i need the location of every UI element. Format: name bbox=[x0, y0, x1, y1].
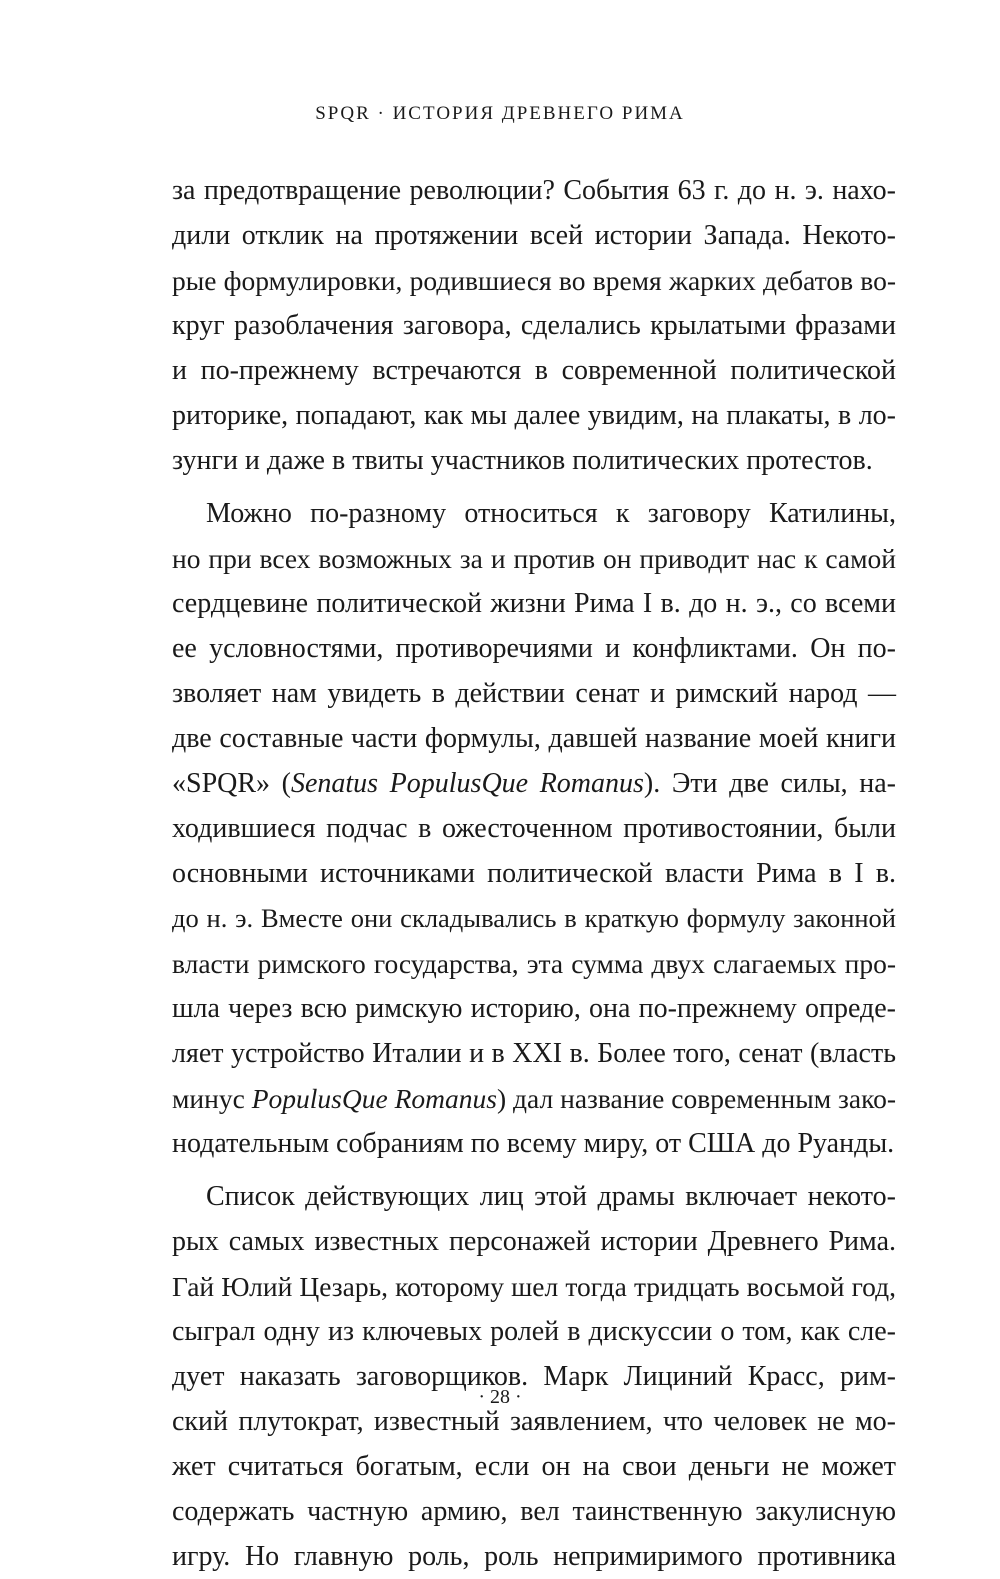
text-line: шла через всю римскую историю, она по-прежнему опреде- bbox=[172, 993, 896, 1024]
latin-phrase: PopulusQue Romanus bbox=[251, 1083, 497, 1114]
text-line: нодательным собраниям по всему миру, от США до Руанды. bbox=[172, 1128, 895, 1159]
text-line: Список действующих лиц этой драмы включает некото- bbox=[206, 1181, 896, 1212]
running-head: SPQR · ИСТОРИЯ ДРЕВНЕГО РИМА bbox=[315, 103, 685, 124]
text-line: рые формулировки, родившиеся во время жарких дебатов во- bbox=[172, 265, 896, 296]
text-line: но при всех возможных за и против он приводит нас к самой bbox=[172, 543, 896, 574]
text-line: дует наказать заговорщиков. Марк Лициний Красс, рим- bbox=[172, 1361, 896, 1392]
text-line: сыграл одну из ключевых ролей в дискуссии о том, как сле- bbox=[172, 1316, 896, 1347]
text-line: зволяет нам увидеть в действии сенат и римский народ — bbox=[172, 678, 896, 709]
text-line bbox=[172, 761, 896, 806]
text-line: рых самых известных персонажей истории Древнего Рима. bbox=[172, 1226, 896, 1257]
paragraph-break bbox=[172, 1166, 896, 1174]
text-line: ее условностями, противоречиями и конфликтами. Он по- bbox=[172, 633, 896, 664]
page-number: · 28 · bbox=[478, 1386, 522, 1408]
text-line: содержать частную армию, вел таинственную закулисную bbox=[172, 1496, 896, 1527]
text-line: ходившиеся подчас в ожесточенном противостоянии, были bbox=[172, 813, 896, 844]
text-line: за предотвращение революции? События 63 г. до н. э. нахо- bbox=[172, 175, 896, 206]
text-line: круг разоблачения заговора, сделались крылатыми фразами bbox=[172, 310, 896, 341]
text-line bbox=[172, 1076, 896, 1121]
text-line: жет считаться богатым, если он на свои деньги не может bbox=[172, 1451, 896, 1482]
text-line: игру. Но главную роль, роль непримиримого противника bbox=[172, 1541, 896, 1572]
text-line: до н. э. Вместе они складывались в краткую формулу законной bbox=[172, 903, 896, 933]
text-line: ский плутократ, известный заявлением, что человек не мо- bbox=[172, 1406, 896, 1437]
text-line: основными источниками политической власти Рима в I в. bbox=[172, 858, 896, 889]
text-line: Можно по-разному относиться к заговору Катилины, bbox=[206, 498, 896, 529]
latin-phrase: Senatus PopulusQue Romanus bbox=[290, 768, 644, 799]
text-line: Гай Юлий Цезарь, которому шел тогда тридцать восьмой год, bbox=[172, 1271, 896, 1302]
text-line: сердцевине политической жизни Рима I в. до н. э., со всеми bbox=[172, 588, 896, 619]
text-line: власти римского государства, эта сумма двух слагаемых про- bbox=[172, 948, 896, 979]
body-text bbox=[172, 168, 896, 1579]
text-line: две составные части формулы, давшей название моей книги bbox=[172, 723, 896, 754]
text-segment: ) дал название современным зако- bbox=[496, 1083, 896, 1114]
text-line: ляет устройство Италии и в XXI в. Более того, сенат (власть bbox=[172, 1038, 896, 1069]
text-line: и по-прежнему встречаются в современной политической bbox=[172, 355, 896, 386]
text-line: зунги и даже в твиты участников политических протестов. bbox=[172, 445, 873, 476]
text-segment: «SPQR» ( bbox=[172, 768, 291, 799]
text-segment: ). Эти две силы, на- bbox=[643, 768, 896, 799]
text-segment: минус bbox=[172, 1083, 252, 1114]
text-line: риторике, попадают, как мы далее увидим, на плакаты, в ло- bbox=[172, 400, 896, 431]
paragraph-break bbox=[172, 483, 896, 491]
text-line: дили отклик на протяжении всей истории Запада. Некото- bbox=[172, 220, 896, 251]
